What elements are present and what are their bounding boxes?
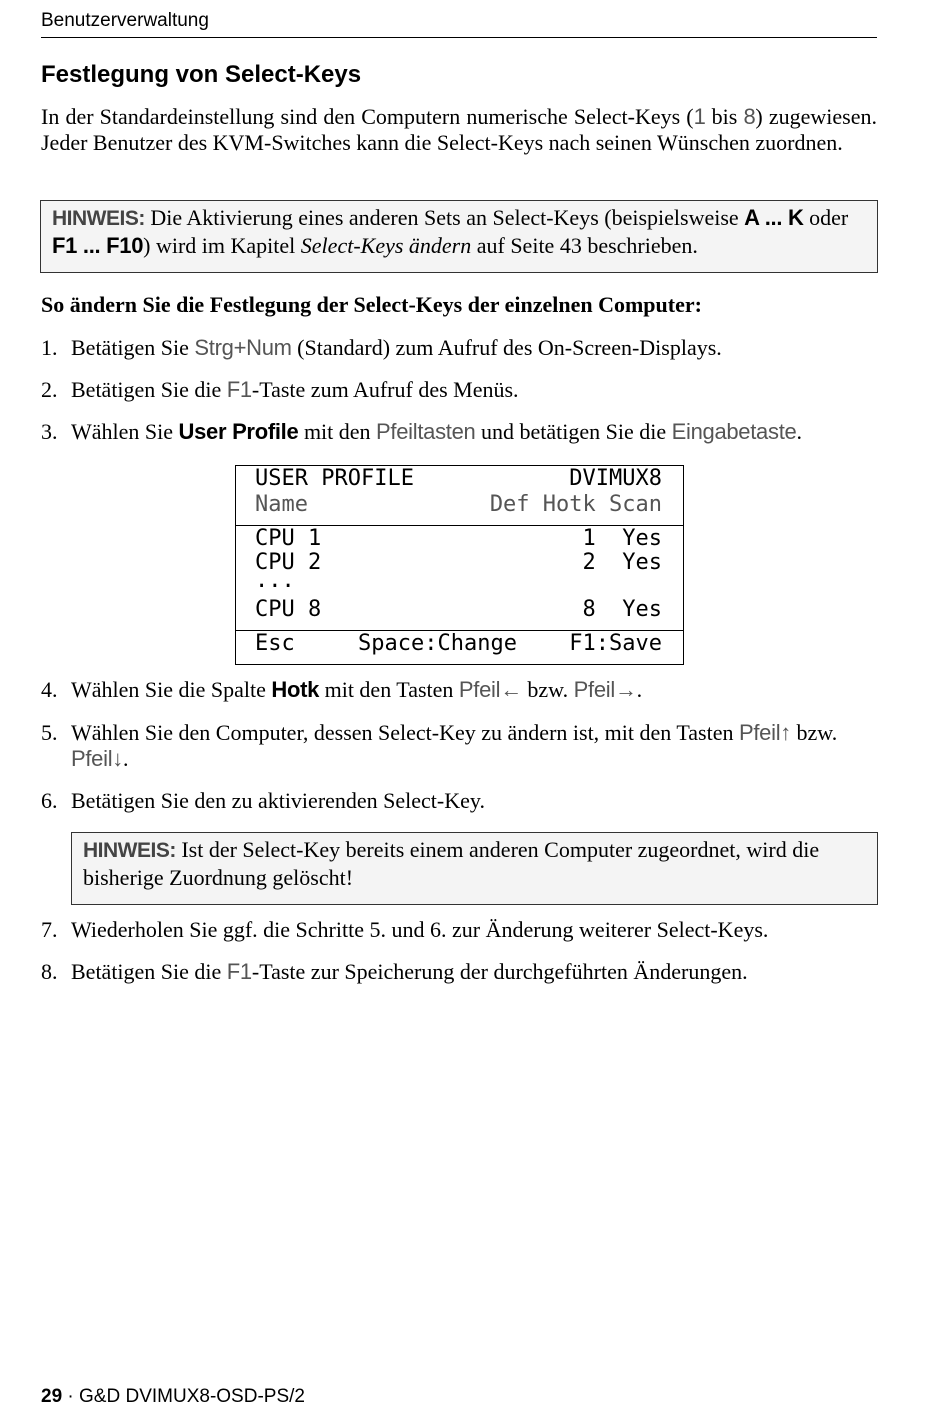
document-title: G&D DVIMUX8-OSD-PS/2 (79, 1386, 305, 1407)
step-number: 6. (41, 788, 58, 813)
step-text: Betätigen Sie die (71, 377, 227, 402)
note1-chapter-reference: Select-Keys ändern (300, 233, 472, 258)
step-text: bzw. (791, 720, 838, 745)
osd-footer-change: Space:Change (358, 631, 517, 656)
intro-text-2: bis (705, 104, 744, 129)
step-text: Wählen Sie (71, 419, 179, 444)
page-number: 29 (41, 1386, 63, 1407)
osd-device-name: DVIMUX8 (569, 466, 662, 491)
note-box-select-key-sets (40, 200, 878, 273)
osd-row-values: 1 Yes (582, 526, 662, 551)
osd-col-name: Name (255, 492, 308, 517)
step-text: und betätigen Sie die (475, 419, 672, 444)
menu-user-profile: User Profile (178, 419, 299, 444)
osd-row-cpu1 (255, 527, 662, 551)
osd-row-values: 8 Yes (582, 597, 662, 622)
step-text: Wählen Sie die Spalte (71, 677, 272, 702)
step-text: bzw. (521, 677, 574, 702)
key-arrow-down: Pfeil↓ (71, 746, 123, 771)
step-number: 5. (41, 720, 58, 745)
step-text: . (123, 746, 129, 771)
procedure-heading: So ändern Sie die Festlegung der Select-Keys der einzelnen Computer: (41, 292, 702, 317)
step-4 (41, 677, 877, 703)
osd-row-name: CPU 8 (255, 597, 322, 622)
osd-row-name: CPU 2 (255, 550, 322, 575)
step-text: . (636, 677, 643, 702)
footer-separator: · (62, 1386, 80, 1407)
step-text: Wiederholen Sie ggf. die Schritte 5. und 6. zur Änderung weiterer Select-Keys. (71, 917, 769, 942)
key-arrow-right: Pfeil→ (573, 677, 637, 702)
header-title: Benutzerverwaltung (41, 10, 209, 31)
step-text: . (796, 419, 802, 444)
osd-row-cpu8 (255, 598, 662, 622)
step-1 (41, 335, 877, 361)
step-5 (41, 720, 877, 772)
osd-title: USER PROFILE (255, 466, 414, 491)
note1-text-3: ) wird im Kapitel (143, 233, 301, 258)
note1-text-2: oder (803, 205, 849, 230)
step-number: 2. (41, 377, 58, 402)
step-number: 7. (41, 917, 58, 942)
note1-key-f1-f10: F1 ... F10 (52, 233, 144, 258)
intro-text-1: In der Standardeinstellung sind den Computern numerische Select-Keys ( (41, 104, 694, 129)
step-7 (41, 917, 877, 943)
step-text: mit den Tasten (319, 677, 459, 702)
step-text: -Taste zum Aufruf des Menüs. (251, 377, 519, 402)
running-header (41, 10, 877, 38)
note-label: HINWEIS: (52, 207, 145, 230)
step-text: -Taste zur Speicherung der durchgeführten Änderungen. (251, 959, 748, 984)
osd-row-name: CPU 1 (255, 526, 322, 551)
note1-text-1: Die Aktivierung eines anderen Sets an Select-Keys (beispielsweise (144, 205, 745, 230)
column-hotk: Hotk (271, 677, 320, 702)
osd-row-values: 2 Yes (582, 550, 662, 575)
key-f1: F1 (226, 959, 252, 984)
step-8 (41, 959, 877, 985)
note2-text: Ist der Select-Key bereits einem anderen Computer zugeordnet, wird die bisherige Zuordnung gelöscht! (83, 837, 820, 890)
osd-row-name: ... (255, 568, 295, 593)
step-2 (41, 377, 877, 403)
note1-key-a-k: A ... K (744, 205, 804, 230)
osd-footer-esc: Esc (255, 631, 295, 656)
note-box-key-reassignment (71, 832, 878, 905)
step-number: 3. (41, 419, 58, 444)
osd-footer-save: F1:Save (569, 631, 662, 656)
section-title: Festlegung von Select-Keys (41, 61, 362, 88)
osd-column-header (255, 493, 662, 517)
key-f1: F1 (226, 377, 252, 402)
step-text: Betätigen Sie den zu aktivierenden Select-Key. (71, 788, 485, 813)
intro-key-1: 1 (693, 104, 706, 129)
step-3 (41, 419, 877, 445)
step-text: (Standard) zum Aufruf des On-Screen-Displays. (291, 335, 722, 360)
step-number: 8. (41, 959, 58, 984)
key-arrow-keys: Pfeiltasten (376, 419, 476, 444)
osd-col-def-hotk-scan: Def Hotk Scan (489, 492, 662, 517)
note-label: HINWEIS: (83, 839, 176, 862)
key-arrow-up: Pfeil↑ (739, 720, 791, 745)
osd-user-profile-screen (235, 465, 684, 665)
step-6 (41, 788, 877, 814)
osd-footer-row (255, 632, 662, 656)
step-number: 1. (41, 335, 58, 360)
note1-text-4: auf Seite 43 beschrieben. (471, 233, 698, 258)
step-text: Betätigen Sie die (71, 959, 227, 984)
step-number: 4. (41, 677, 58, 702)
page-footer (41, 1386, 305, 1408)
intro-paragraph (41, 104, 877, 156)
key-enter: Eingabetaste (671, 419, 797, 444)
step-text: mit den (298, 419, 377, 444)
key-strg-num: Strg+Num (194, 335, 292, 360)
step-text: Wählen Sie den Computer, dessen Select-Key zu ändern ist, mit den Tasten (71, 720, 739, 745)
osd-row-ellipsis (255, 568, 662, 593)
intro-key-8: 8 (743, 104, 756, 129)
intro-text-3: ) zugewiesen. Jeder Benutzer des KVM-Switches kann die Select-Keys nach seinen Wünschen zuordnen. (41, 104, 877, 155)
step-text: Betätigen Sie (71, 335, 195, 360)
key-arrow-left: Pfeil← (458, 677, 522, 702)
osd-title-row (255, 467, 662, 491)
